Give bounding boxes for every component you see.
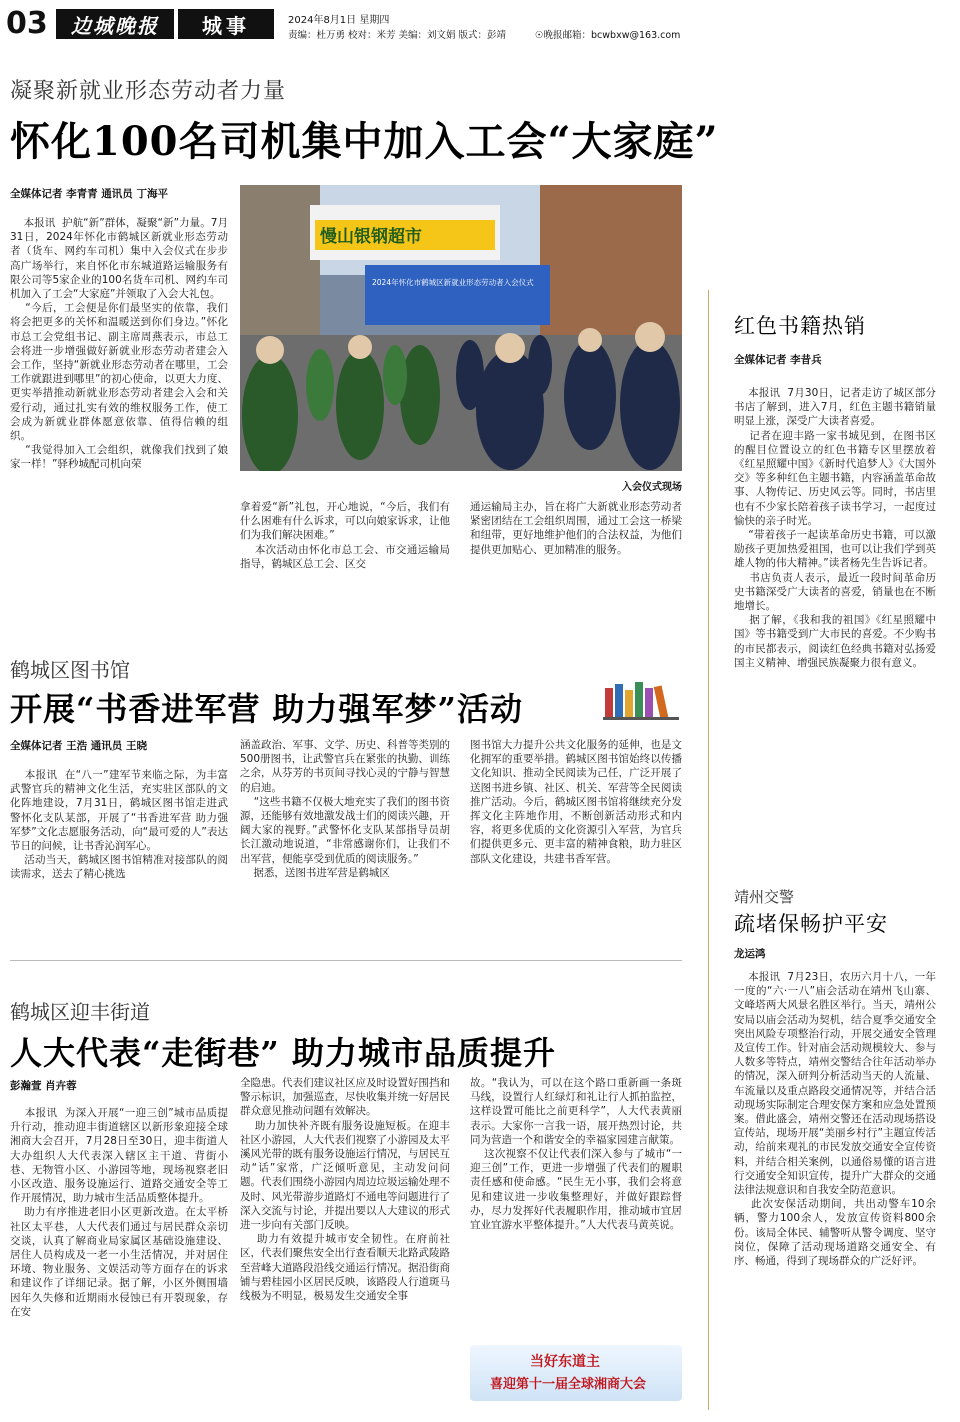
editor-credits: 责编：杜万勇 校对：米芳 美编：刘文娟 版式：彭靖 <box>288 30 507 41</box>
xiangshang-conference-banner <box>470 1345 682 1401</box>
mail-icon: ☉ <box>535 30 544 41</box>
banner-line-1: 当好东道主 <box>530 1354 600 1370</box>
library-col-1: 本报讯 在“八一”建军节来临之际，为丰富武警官兵的精神文化生活，充实驻区部队的文化阵地建设，7月31日，鹤城区图书馆走进武警怀化支队某部，开展了“书香进军营 助力强军梦”文化志愿服务活动，向“最可爱的人”表达节日的问候，让书香沁润军心。 活动当天，鹤城区图书馆精准对接部队的阅读需求，送去了精心挑选 <box>10 769 228 881</box>
banner-line-2: 喜迎第十一届全球湘商大会 <box>490 1377 647 1392</box>
lead-headline: 怀化100名司机集中加入工会“大家庭” <box>10 118 719 165</box>
lead-col-2: 拿着爱“新”礼包，开心地说，“今后，我们有什么困难有什么诉求，可以向娘家诉求，让他们为我们解决困难。” 本次活动由怀化市总工会、市交通运输局指导，鹤城区总工会、区交 <box>240 501 450 570</box>
renda-byline: 彭瀚萱 肖卉蓉 <box>10 1080 77 1092</box>
photo-sign-supermarket: 慢山银钢超市 <box>320 227 422 247</box>
books-byline: 全媒体记者 李昔兵 <box>734 354 822 366</box>
library-headline: 开展“书香进军营 助力强军梦”活动 <box>10 690 523 728</box>
page-number: 03 <box>6 6 48 41</box>
photo-caption: 入会仪式现场 <box>622 482 682 493</box>
library-kicker: 鹤城区图书馆 <box>10 658 130 682</box>
books-headline: 红色书籍热销 <box>734 314 866 338</box>
email-line <box>535 27 680 41</box>
lead-byline: 全媒体记者 李青青 通讯员 丁海平 <box>10 188 168 200</box>
traffic-body: 本报讯 7月23日，农历六月十八，一年一度的“六·一八”庙会活动在靖州飞山寨、文峰塔两大风景名胜区举行。当天，靖州公安局以庙会活动为契机，结合夏季交通安全突出风险专项整治行动，开展交通安全管理及宣传工作。针对庙会活动规模较大、参与人数多等特点，靖州交警结合往年活动举办的情况，深入研判分析活动当天的人流量、车流量以及重点路段交通情况等，并结合活动现场实际制定合理安保方案和应急处置预案。借此盛会，靖州交警还在活动现场搭设宣传站，现场开展“美丽乡村行”主题宣传活动，给前来观礼的市民发放交通安全宣传资料，并结合相关案例，以通俗易懂的语言进行交通安全知识宣传，提升广大群众的交通法律法规意识和自我安全防范意识。 此次安保活动期间，共出动警车10余辆，警力100余人，发放宣传资料800余份。该局全体民、辅警听从警令调度、坚守岗位，保障了活动现场道路交通安全、有序、畅通，得到了现场群众的广泛好评。 <box>734 971 936 1268</box>
lead-col-3: 通运输局主办，旨在将广大新就业形态劳动者紧密团结在工会组织周围，通过工会这一桥梁和纽带，更好地维护他们的合法权益，为他们提供更加贴心、更加精准的服务。 <box>470 501 682 556</box>
lead-photo <box>240 185 682 471</box>
books-body: 本报讯 7月30日，记者走访了城区部分书店了解到，进入7月，红色主题书籍销量明显上涨，深受广大读者喜爱。 记者在迎丰路一家书城见到，在图书区的醒目位置设立的红色书籍专区里摆放着《红星照耀中国》《新时代追梦人》《大国外交》等多种红色主题书籍，内容涵盖革命故事、人物传记、历史风云等。同时，书店里也有不少家长陪着孩子读书学习，一起度过愉快的亲子时光。 “带着孩子一起读革命历史书籍，可以激励孩子更加热爱祖国，也可以让我们学到英雄人物的伟大精神。”读者杨先生告诉记者。 书店负责人表示，最近一段时间革命历史书籍深受广大读者的喜爱，销量也在不断地增长。 据了解，《我和我的祖国》《红星照耀中国》等书籍受到广大市民的喜爱。不少购书的市民都表示，阅读红色经典书籍对弘扬爱国主义精神、增强民族凝聚力很有意义。 <box>734 387 936 669</box>
renda-col-2: 全隐患。代表们建议社区应及时设置好围挡和警示标识，加强巡查，尽快收集并统一好居民群众意见推动问题有效解决。 助力加快补齐既有服务设施短板。在迎丰社区小游园，人大代表们视察了小游园及太平溪风光带的既有服务设施运行情况，与居民互动“话”家常，广泛倾听意见，主动发问问题。代表们围绕小游园内周边垃圾运输处理不及时、风光带游步道路灯不通电等问题进行了深入交流与讨论，并提出要以人大建议的形式进一步向有关部门反映。 助力有效提升城市安全韧性。在府前社区，代表们聚焦安全出行查看顺天北路武陵路至营峰大道路段沿线交通运行情况。据沿街商铺与碧桂园小区居民反映，该路段人行道斑马线极为不明显，极易发生交通安全事 <box>240 1077 450 1303</box>
traffic-kicker: 靖州交警 <box>734 888 795 906</box>
library-col-3: 图书馆大力提升公共文化服务的延伸，也是文化拥军的重要举措。鹤城区图书馆始终以传播文化知识、推动全民阅读为己任，广泛开展了送图书进乡镇、社区、机关、军营等全民阅读推广活动。今后，鹤城区图书馆将继续充分发挥文化主阵地作用，不断创新活动形式和内容，将更多优质的文化资源引入军营，为官兵们提供更多元、更丰富的精神食粮，助力驻区部队文化建设，共建书香军营。 <box>470 739 682 865</box>
page-header <box>0 0 960 46</box>
renda-kicker: 鹤城区迎丰街道 <box>10 1000 150 1024</box>
traffic-headline: 疏堵保畅护平安 <box>734 912 888 936</box>
ceremony-photo-illustration <box>240 185 682 471</box>
library-byline: 全媒体记者 王浩 通讯员 王晓 <box>10 740 147 752</box>
renda-headline: 人大代表“走街巷” 助力城市品质提升 <box>10 1034 556 1072</box>
renda-col-3: 故。“我认为，可以在这个路口重新画一条斑马线，设置行人红绿灯和礼让行人抓拍监控，这样设置可能比之前更科学”，人大代表黄丽表示。大家你一言我一语，展开热烈讨论，共同为营造一个和谐安全的幸福家园建言献策。 这次视察不仅让代表们深入参与了城市“一迎三创”工作，更进一步增强了代表们的履职责任感和使命感。“民生无小事，我们会将意见和建议进一步收集整理好，并做好跟踪督办，尽力发挥好代表履职作用，推动城市宜居宜业宜游水平整体提升。”人大代表马黄英说。 <box>470 1077 682 1232</box>
email-text: 晚报邮箱：bcwbxw@163.com <box>543 30 681 41</box>
lead-col-1: 本报讯 护航“新”群体，凝聚“新”力量。7月31日，2024年怀化市鹤城区新就业形态劳动者（货车、网约车司机）集中入会仪式在步步高广场举行，来自怀化市东城道路运输服务有限公司等5家企业的100名货车司机、网约车司机加入了工会“大家庭”并领取了入会大礼包。 “今后，工会便是你们最坚实的依靠，我们将会把更多的关怀和温暖送到你们身边。”怀化市总工会党组书记、副主席周燕表示，市总工会将进一步增强做好新就业形态劳动者建会入会工作，坚持“新就业形态劳动者在哪里，工会工作就跟进到哪里”的初心使命，以更大力度、更实举措推动新就业形态劳动者建会入会和关爱行动，通过扎实有效的维权服务工作，使工会成为新就业群体愿意依靠、值得信赖的组织。 “我觉得加入工会组织，就像我们找到了娘家一样！”驿秒城配司机向荣 <box>10 217 228 471</box>
lead-kicker: 凝聚新就业形态劳动者力量 <box>10 79 287 104</box>
section-divider <box>10 960 682 961</box>
traffic-byline: 龙运鸿 <box>734 948 766 960</box>
renda-col-1: 本报讯 为深入开展“一迎三创”城市品质提升行动，推动迎丰街道辖区以新形象迎接全球湘商大会召开，7月28日至30日，迎丰街道人大办组织人大代表深入辖区主干道、背街小巷、无物管小区、小游园等地，现场视察老旧小区改造、服务设施运行、道路交通安全等工作开展情况，助力城市生活品质整体提升。 助力有序推进老旧小区更新改造。在太平桥社区太平巷，人大代表们通过与居民群众亲切交谈，认真了解商业局家属区基础设施建设、居住人员构成及一老一小生活情况，并对居住环境、物业服务、文娱活动等方面存在的诉求和建议作了详细记录。据了解，小区外侧围墙因年久失修和近期雨水侵蚀已有开裂现象，存在安 <box>10 1107 228 1318</box>
section-tag: 城事 <box>178 9 274 39</box>
issue-date: 2024年8月1日 星期四 <box>288 15 390 26</box>
books-icon <box>603 680 681 720</box>
library-col-2: 涵盖政治、军事、文学、历史、科普等类别的500册图书，让武警官兵在紧张的执勤、训练之余，从芬芳的书页间寻找心灵的宁静与智慧的启迪。 “这些书籍不仅极大地充实了我们的图书资源，还能够有效地激发战士们的阅读兴趣，开阔大家的视野。”武警怀化支队某部指导员胡长江激动地说道，“非常感谢你们，让我们不出军营，便能享受到优质的阅读服务。” 据悉，送图书进军营是鹤城区 <box>240 739 450 879</box>
photo-sign-banner: 2024年怀化市鹤城区新就业形态劳动者入会仪式 <box>372 278 534 287</box>
column-divider <box>708 290 709 1410</box>
masthead-logo: 边城晚报 <box>56 9 174 39</box>
